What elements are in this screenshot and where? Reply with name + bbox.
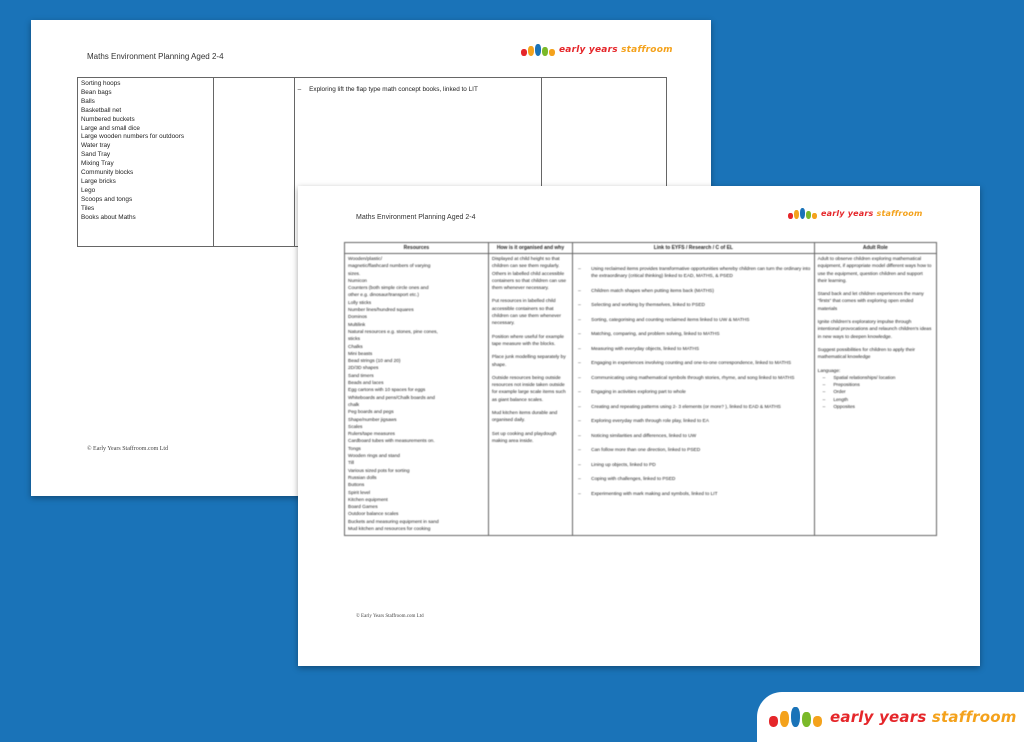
list-item: Mini beasts — [348, 351, 373, 357]
list-item: Kitchen equipment — [348, 497, 388, 503]
adult-paragraph: Adult to observe children exploring mathematical equipment, if appropriate model different ways how to use the equipment, question children and support their learning. — [817, 257, 932, 284]
list-item: Till — [348, 461, 354, 467]
list-item: Dominos — [348, 315, 367, 321]
list-item: – Experimenting with mark making and symbols, linked to LIT — [578, 491, 718, 497]
list-item — [298, 86, 538, 95]
list-item: – Noticing similarities and differences, linked to UW — [578, 433, 697, 439]
list-item: Lolly sticks — [348, 300, 372, 306]
list-item: – Order — [822, 390, 846, 396]
list-item: Cardboard tubes with measurements on. — [348, 439, 435, 445]
adult-paragraph: Stand back and let children experiences the many "firsts" that comes with exploring open ended materials — [817, 292, 924, 312]
list-item: sizes. — [348, 271, 361, 277]
list-item: Bean bags — [81, 88, 112, 96]
list-item: Chalks — [348, 344, 363, 350]
language-label: Language: — [817, 368, 841, 374]
organised-paragraph: Mud kitchen items durable and organised daily. — [491, 411, 558, 424]
adult-role-cell — [814, 254, 936, 536]
list-item: – Creating and repeating patterns using 2- 3 elements (or more? ), linked to EAD & MATHS — [578, 404, 781, 410]
list-item: other e.g. dinosaur/transport etc.) — [348, 293, 419, 299]
back-page-title: Maths Environment Planning Aged 2-4 — [87, 52, 224, 61]
list-item: – Selecting and working by themselves, linked to PSED — [578, 303, 705, 309]
organised-paragraph: Displayed at child height so that children can see them regularly. Others in labelled child accessible containers so that children can use them whenever necessary. — [491, 257, 567, 292]
header-adult-role: Adult Role — [814, 243, 936, 254]
list-item: Number lines/hundred squares — [348, 308, 414, 314]
list-item: Natural resources e.g. stones, pine cones, — [348, 329, 438, 335]
list-item: – Communicating using mathematical symbols through stories, rhyme, and song linked to MATHS — [578, 375, 795, 381]
list-item: – Exploring everyday math through role play, linked to EA — [578, 419, 709, 425]
list-item: Multilink — [348, 322, 366, 328]
organised-paragraph: Set up cooking and playdough making area inside. — [491, 431, 557, 444]
organised-paragraph: Position where useful for example tape measure with the blocks. — [491, 334, 564, 347]
list-item: Sand Tray — [81, 151, 111, 159]
list-item: Community blocks — [81, 169, 134, 177]
list-item: – Engaging in experiences involving counting and one-to-one correspondence, linked to MATHS — [578, 361, 792, 367]
list-item: – Spatial relationships/ location — [822, 375, 896, 381]
list-item: Balls — [81, 97, 95, 105]
list-item: Scoops and tongs — [81, 195, 133, 203]
link-text: Exploring lift the flap type math concept books, linked to LIT — [309, 86, 478, 93]
list-item: Sand timers — [348, 373, 374, 379]
list-item: – Opposites — [822, 405, 855, 411]
list-item: Large and small dice — [81, 124, 140, 132]
logo-text: early years staffroom — [559, 45, 673, 55]
organised-paragraph: Place junk modelling separately by shape. — [491, 355, 566, 368]
list-item: Mud kitchen and resources for cooking — [348, 526, 431, 532]
adult-paragraph: Ignite children's exploratory impulse through intentional provocations and relaunch children's ideas in new ways to deepen knowledge. — [817, 320, 932, 340]
table-row — [345, 254, 937, 536]
list-item: – Children match shapes when putting items back (MATHS) — [578, 288, 714, 294]
list-item: Peg boards and pegs — [348, 410, 394, 416]
list-item: chalk — [348, 402, 360, 408]
list-item: Outdoor balance scales — [348, 512, 399, 518]
list-item: Wooden/plastic/ — [348, 257, 383, 262]
list-item: Buckets and measuring equipment in sand — [348, 519, 439, 525]
organised-cell — [488, 254, 572, 536]
list-item: Lego — [81, 186, 96, 194]
hands-logo-icon — [788, 208, 817, 219]
dash-marker: – — [297, 86, 302, 93]
list-item: Water tray — [81, 142, 111, 150]
list-item: Tiles — [81, 204, 95, 212]
list-item: Scales — [348, 424, 363, 430]
list-item: Large wooden numbers for outdoors — [81, 133, 185, 141]
list-item: Large bricks — [81, 177, 116, 185]
back-resources-cell — [78, 78, 214, 247]
list-item: Rulers/tape measures — [348, 432, 395, 438]
list-item: – Lining up objects, linked to PD — [578, 462, 656, 468]
list-item: Sorting hoops — [81, 80, 121, 87]
list-item: Counters (both simple circle ones and — [348, 286, 429, 292]
list-item: Spirit level — [348, 490, 371, 496]
organised-paragraph: Outside resources being outside resources not inside taken outside for example large scale items such as giant balance scales. — [491, 375, 566, 403]
list-item: Tongs — [348, 446, 361, 452]
list-item: Books about Maths — [81, 213, 136, 221]
list-item: Numicon — [348, 278, 367, 284]
hands-logo-icon — [769, 707, 822, 727]
list-item: Various sized pots for sorting — [348, 468, 410, 474]
list-item: Buttons — [348, 483, 365, 489]
list-item: Numbered buckets — [81, 115, 135, 123]
table-header-row — [345, 243, 937, 254]
list-item: – Length — [822, 397, 848, 403]
list-item: Bead strings (10 and 20) — [348, 359, 401, 365]
list-item: Beads and laces — [348, 381, 384, 387]
list-item: Basketball net — [81, 106, 122, 114]
hands-logo-icon — [521, 44, 555, 56]
brand-logo-badge — [757, 692, 1024, 742]
list-item: – Matching, comparing, and problem solving, linked to MATHS — [578, 332, 720, 338]
adult-paragraph: Suggest possibilities for children to apply their mathematical knowledge — [817, 347, 915, 361]
list-item: – Using reclaimed items provides transformative opportunities whereby children can turn the ordinary into the extraordinary (critical thinking) linked to EAD, MATHS, & PSED — [578, 267, 811, 280]
back-page-footer: © Early Years Staffroom.com Ltd — [87, 446, 169, 452]
list-item: magnetic/flashcard numbers of varying — [348, 264, 431, 270]
list-item: Wooden rings and stand — [348, 454, 400, 460]
back-page-logo — [521, 44, 673, 56]
list-item: – Prepositions — [822, 383, 860, 389]
links-cell — [573, 254, 815, 536]
list-item: 2D/3D shapes — [348, 366, 379, 372]
list-item: – Engaging in activities exploring part to whole — [578, 390, 686, 396]
list-item: – Coping with challenges, linked to PSED — [578, 477, 676, 483]
list-item: – Sorting, categorising and counting reclaimed items linked to UW & MATHS — [578, 317, 750, 323]
list-item: sticks — [348, 337, 360, 343]
front-document-page — [298, 186, 980, 666]
resources-cell — [345, 254, 489, 536]
list-item: – Can follow more than one direction, linked to PSED — [578, 448, 701, 454]
front-page-footer: © Early Years Staffroom.com Ltd — [356, 614, 424, 619]
logo-text: early years staffroom — [830, 708, 1017, 726]
list-item: – Measuring with everyday objects, linked to MATHS — [578, 346, 700, 352]
front-planning-table — [344, 242, 937, 536]
front-page-title: Maths Environment Planning Aged 2-4 — [356, 214, 476, 221]
list-item: Board Games — [348, 505, 378, 511]
list-item: Shape/number jigsaws — [348, 417, 397, 423]
list-item: Whiteboards and pens/Chalk boards and — [348, 395, 435, 401]
logo-text: early years staffroom — [821, 209, 923, 218]
list-item: Mixing Tray — [81, 160, 114, 168]
header-links: Link to EYFS / Research / C of EL — [573, 243, 815, 254]
header-organised: How is it organised and why — [488, 243, 572, 254]
list-item: Russian dolls — [348, 475, 377, 481]
list-item: Egg cartons with 10 spaces for eggs — [348, 388, 426, 394]
back-organised-cell — [213, 78, 294, 247]
organised-paragraph: Put resources in labelled child accessible containers so that children can use them whenever necessary. — [491, 299, 561, 327]
front-page-logo — [788, 208, 923, 219]
header-resources: Resources — [345, 243, 489, 254]
